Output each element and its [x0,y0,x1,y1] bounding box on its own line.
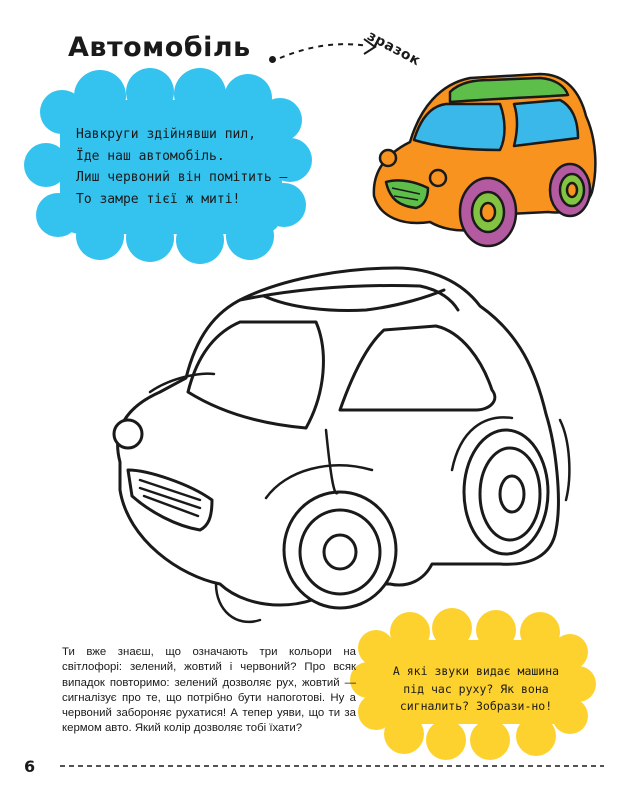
info-paragraph: Ти вже знаєш, що означають три кольори на світлофорі: зелений, жовтий і червоний? Про всяк випадок повторимо: зелений дозволяє рух, жовтий — сигналізує про те, що потрібно бути напоготові. Ну а червоний забороняє рухатися! А тепер уяви, що ти за кермом авто. Який колір дозволяє тобі їхати? [62,646,356,735]
poem-line: То замре тієї ж миті! [76,191,241,207]
sample-label: зразок [364,28,424,70]
page-number: 6 [24,757,36,776]
poem-line: Лиш червоний він помітить — [76,170,288,185]
poem-line: Їде наш автомобіль. [76,148,225,164]
poem-line: Навкруги здійнявши пил, [76,127,257,142]
question-text: А які звуки видає машина під час руху? Як вона сигналить? Зобрази-но! [392,664,560,713]
page-title: Автомобіль [68,32,251,63]
